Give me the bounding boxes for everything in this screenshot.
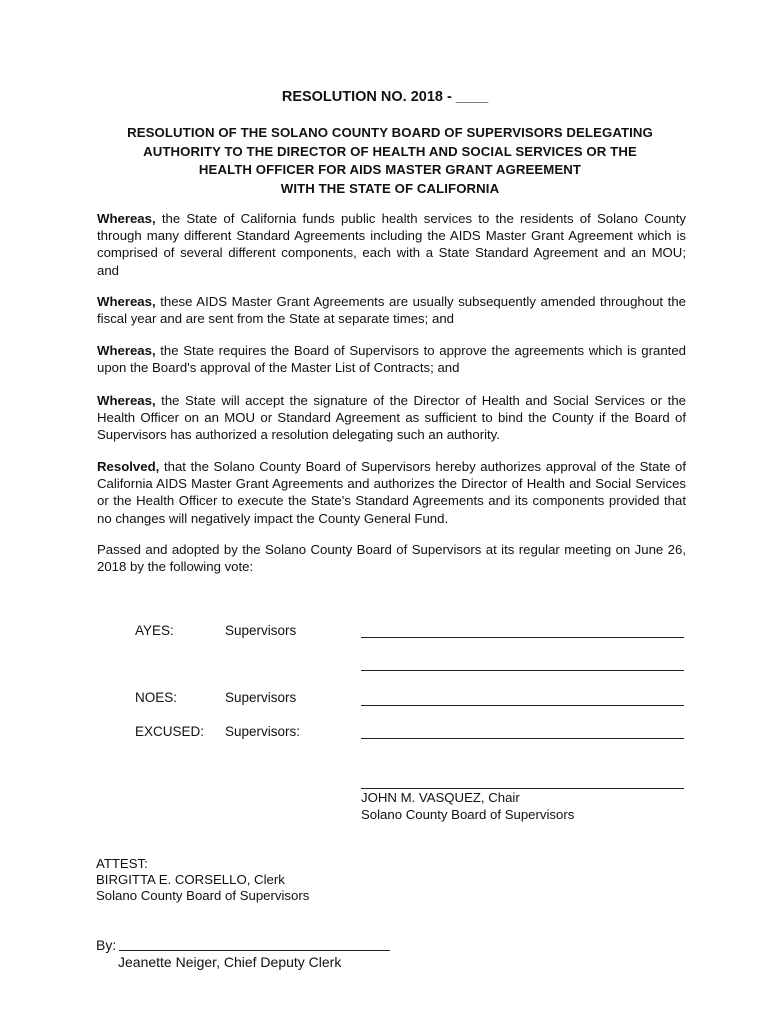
noes-label: NOES: xyxy=(135,690,178,705)
paragraph-text: the State requires the Board of Supervisors to approve the agreements which is granted upon the Board's approval of the Master List of Contracts; and xyxy=(97,343,686,376)
chair-name: JOHN M. VASQUEZ, Chair xyxy=(361,790,520,805)
noes-signature-line xyxy=(361,705,684,706)
paragraph-lead: Resolved, xyxy=(97,459,160,474)
excused-value: Supervisors: xyxy=(225,724,301,739)
paragraph-text: these AIDS Master Grant Agreements are usually subsequently amended throughout the fiscal year and are sent from the State at separate times; and xyxy=(97,294,686,327)
resolved-paragraph xyxy=(97,458,686,527)
paragraph-lead: Whereas, xyxy=(97,393,156,408)
heading-line-3: HEALTH OFFICER FOR AIDS MASTER GRANT AGREEMENT xyxy=(198,162,582,177)
heading-line-1: RESOLUTION OF THE SOLANO COUNTY BOARD OF SUPERVISORS DELEGATING xyxy=(127,125,653,140)
ayes-label: AYES: xyxy=(135,623,174,638)
paragraph-lead: Whereas, xyxy=(97,211,156,226)
passed-paragraph xyxy=(97,541,686,575)
deputy-clerk-name: Jeanette Neiger, Chief Deputy Clerk xyxy=(118,954,342,970)
heading-line-2: AUTHORITY TO THE DIRECTOR OF HEALTH AND SOCIAL SERVICES OR THE xyxy=(143,143,637,159)
clerk-org: Solano County Board of Supervisors xyxy=(96,888,310,903)
heading-line-4: WITH THE STATE OF CALIFORNIA xyxy=(280,180,500,196)
excused-signature-line xyxy=(361,738,684,739)
by-label: By: xyxy=(96,937,117,953)
paragraph-lead: Whereas, xyxy=(97,294,156,309)
attest-label: ATTEST: xyxy=(96,856,148,871)
ayes-signature-line-2 xyxy=(361,670,684,671)
paragraph-text: Passed and adopted by the Solano County Board of Supervisors at its regular meeting on June 26, 2018 by the following vote: xyxy=(97,542,686,575)
resolution-heading xyxy=(90,124,690,198)
whereas-paragraph-1 xyxy=(97,210,686,279)
clerk-name: BIRGITTA E. CORSELLO, Clerk xyxy=(96,872,285,887)
chair-org: Solano County Board of Supervisors xyxy=(361,807,575,822)
whereas-paragraph-2 xyxy=(97,293,686,327)
paragraph-text: the State will accept the signature of the Director of Health and Social Services or the Health Officer on an MOU or Standard Agreement as sufficient to bind the County if the Board of Supervisors has authorized a resolution delegating such an authority. xyxy=(97,393,686,443)
paragraph-lead: Whereas, xyxy=(97,343,156,358)
paragraph-text: the State of California funds public health services to the residents of Solano County through many different Standard Agreements including the AIDS Master Grant Agreement which is comprised of several different components, each with a State Standard Agreement and an MOU; and xyxy=(97,211,686,278)
ayes-signature-line xyxy=(361,637,684,638)
whereas-paragraph-4 xyxy=(97,392,686,444)
clerk-signature-line xyxy=(119,950,390,951)
noes-value: Supervisors xyxy=(225,690,297,705)
whereas-paragraph-3 xyxy=(97,342,686,376)
excused-label: EXCUSED: xyxy=(135,724,205,739)
resolution-title: RESOLUTION NO. 2018 - ____ xyxy=(281,89,489,105)
paragraph-text: that the Solano County Board of Supervisors hereby authorizes approval of the State of California AIDS Master Grant Agreements and authorizes the Director of Health and Social Services or the Health Officer to execute the State's Standard Agreements and its components provided that no changes will negatively impact the County General Fund. xyxy=(97,459,686,526)
ayes-value: Supervisors xyxy=(225,623,297,638)
